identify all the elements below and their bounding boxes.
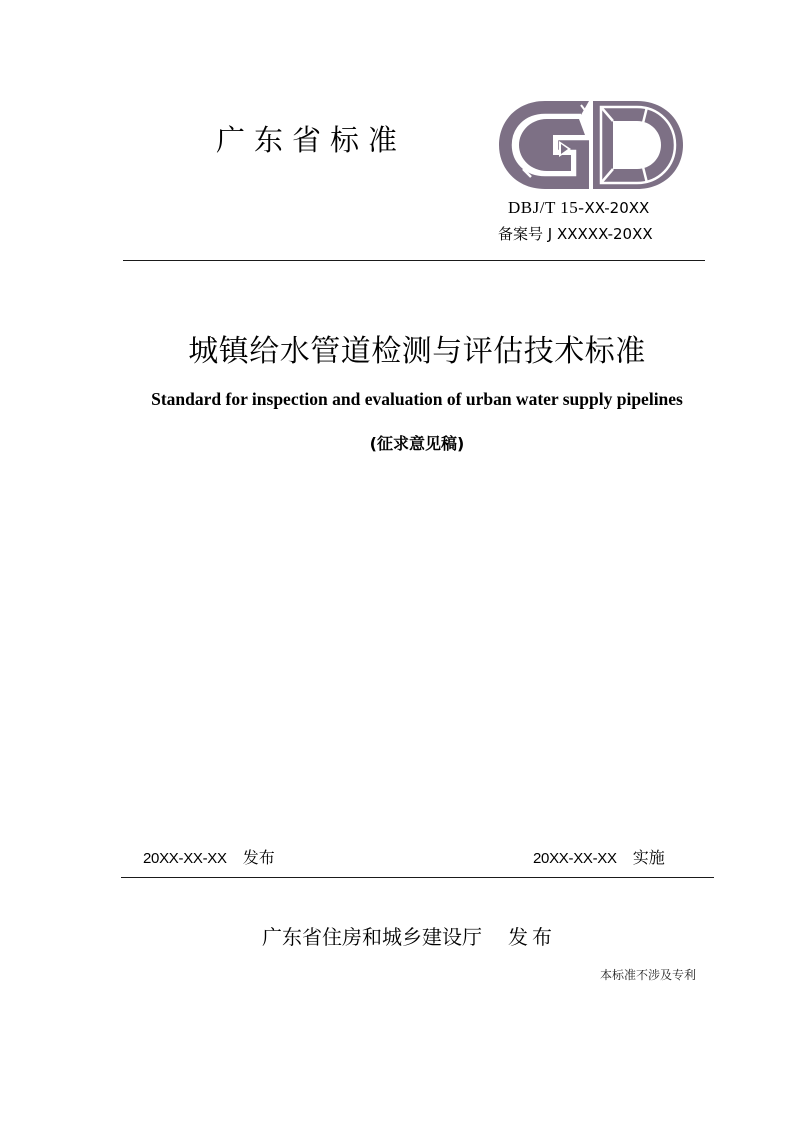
publish-date-row xyxy=(143,846,275,871)
standard-number-prefix: DBJ/T 15- xyxy=(508,198,585,217)
draft-label: (征求意见稿) xyxy=(369,434,465,453)
document-title-en: Standard for inspection and evaluation of urban water supply pipelines xyxy=(151,389,683,409)
patent-note: 本标准不涉及专利 xyxy=(600,968,697,982)
standard-number-suffix: XX-20XX xyxy=(584,199,650,217)
standard-number xyxy=(508,197,649,219)
issuer-title: 广东省标准 xyxy=(216,123,407,157)
effective-label: 实施 xyxy=(632,848,665,867)
publisher-verb: 发布 xyxy=(508,925,556,949)
publish-label: 发布 xyxy=(242,848,275,867)
publish-date: 20XX-XX-XX xyxy=(143,850,227,867)
effective-date-row xyxy=(533,846,665,871)
header-divider xyxy=(123,260,705,261)
footer-divider xyxy=(121,877,714,878)
publisher xyxy=(262,921,556,953)
filing-number: 备案号 J XXXXX-20XX xyxy=(498,225,653,243)
effective-date: 20XX-XX-XX xyxy=(533,850,617,867)
document-title-cn: 城镇给水管道检测与评估技术标准 xyxy=(188,334,646,369)
gd-logo-icon xyxy=(497,99,685,191)
publisher-name: 广东省住房和城乡建设厅 xyxy=(262,925,482,949)
